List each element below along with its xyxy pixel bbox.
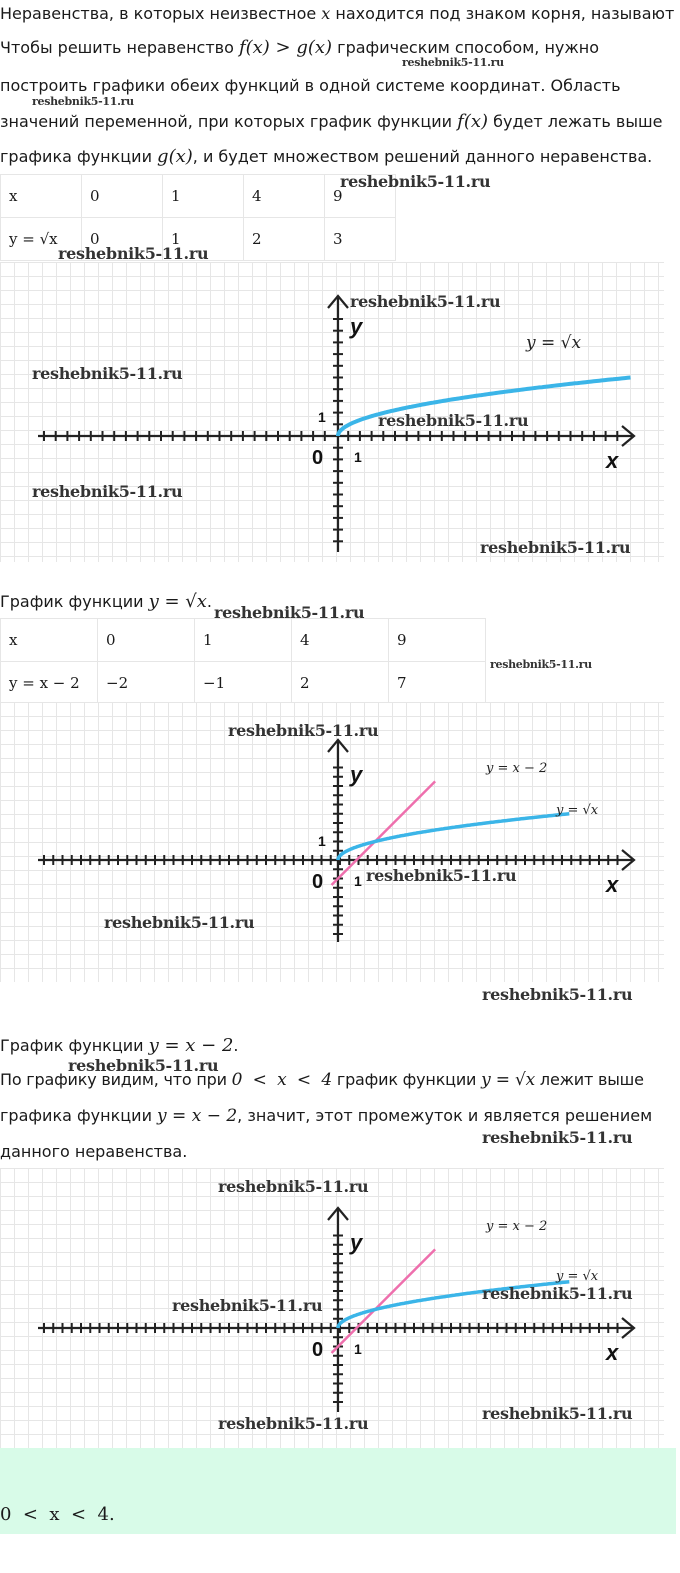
intro-line-4: [0, 112, 662, 132]
text: .: [206, 592, 213, 611]
y-axis-label: y: [350, 1230, 363, 1255]
table-row: [1, 619, 486, 662]
math: y = √x: [481, 1070, 536, 1090]
graph-both-svg: [0, 702, 664, 982]
watermark: reshebnik5-11.ru: [218, 1177, 369, 1196]
text: графика функции: [0, 1106, 158, 1125]
table-cell: −2: [98, 662, 195, 705]
linear-line-label: y = x − 2: [486, 761, 548, 776]
table-cell: x: [1, 175, 82, 218]
origin-label: 0: [312, 871, 324, 893]
table-cell: y = √x: [1, 218, 82, 261]
table-cell: y = x − 2: [1, 662, 98, 705]
watermark: reshebnik5-11.ru: [218, 1414, 369, 1433]
x-tick-one-label: 1: [354, 873, 362, 889]
watermark: reshebnik5-11.ru: [340, 172, 491, 191]
sqrt-curve-label: y = √x: [556, 1269, 599, 1284]
math: y = x − 2: [148, 1035, 234, 1056]
watermark: reshebnik5-11.ru: [480, 538, 631, 557]
watermark: reshebnik5-11.ru: [58, 244, 209, 263]
sqrt-curve-label: y = √x: [556, 803, 599, 818]
text: , и будет множеством решений данного неравенства.: [192, 147, 653, 166]
watermark: reshebnik5-11.ru: [482, 1128, 633, 1147]
text: графика функции: [0, 147, 158, 166]
text: График функции: [0, 1036, 149, 1055]
table-cell: 1: [195, 619, 292, 662]
watermark: reshebnik5-11.ru: [402, 56, 504, 69]
table-cell: 4: [244, 175, 325, 218]
intro-line-1: [0, 4, 674, 24]
table-cell: −1: [195, 662, 292, 705]
axis-ticks: [44, 768, 618, 935]
x-axis-label: x: [606, 872, 619, 897]
y-tick-one-label: 1: [318, 833, 326, 849]
table-cell: 9: [389, 619, 486, 662]
conclusion-line-3: данного неравенства.: [0, 1142, 188, 1161]
table-cell: 0: [82, 218, 163, 261]
sqrt-curve-label: y = √x: [526, 333, 582, 353]
text: По графику видим, что при: [0, 1070, 232, 1089]
text: графическим способом, нужно: [332, 38, 600, 57]
graph-sqrt: [0, 262, 664, 562]
math: f(x) > g(x): [238, 37, 333, 58]
table-cell: 2: [292, 662, 389, 705]
watermark: reshebnik5-11.ru: [32, 482, 183, 501]
watermark: reshebnik5-11.ru: [228, 721, 379, 740]
text: будет лежать выше: [488, 112, 663, 131]
text: находится под знаком корня, называют: [330, 4, 675, 23]
graph-sqrt-svg: [0, 262, 664, 562]
sqrt-curve: [338, 814, 569, 860]
watermark: reshebnik5-11.ru: [482, 985, 633, 1004]
text: значений переменной, при которых график функции: [0, 112, 458, 131]
text: , значит, этот промежуток и является решением: [237, 1106, 653, 1125]
math: y = x − 2: [157, 1106, 238, 1126]
axis-ticks: [44, 1236, 618, 1403]
watermark: reshebnik5-11.ru: [378, 411, 529, 430]
answer-box: [0, 1448, 676, 1534]
watermark: reshebnik5-11.ru: [350, 292, 501, 311]
caption-sqrt: [0, 592, 212, 612]
table-cell: 3: [325, 218, 396, 261]
math: f(x): [457, 111, 489, 132]
origin-label: 0: [312, 1339, 324, 1361]
y-axis-label: y: [350, 762, 363, 787]
math: y = √x: [148, 591, 207, 612]
table-cell: 2: [244, 218, 325, 261]
watermark: reshebnik5-11.ru: [366, 866, 517, 885]
watermark: reshebnik5-11.ru: [490, 658, 592, 671]
watermark: reshebnik5-11.ru: [32, 364, 183, 383]
math: g(x): [157, 146, 193, 167]
watermark: reshebnik5-11.ru: [104, 913, 255, 932]
text: График функции: [0, 592, 149, 611]
intro-line-5: [0, 147, 652, 167]
y-axis-label: y: [350, 314, 363, 339]
table-row: [1, 662, 486, 705]
intro-line-2: [0, 38, 599, 58]
math: x: [321, 4, 331, 23]
x-axis-label: x: [606, 1340, 619, 1365]
text: Чтобы решить неравенство: [0, 38, 239, 57]
table-cell: 7: [389, 662, 486, 705]
table-cell: 0: [82, 175, 163, 218]
x-tick-one-label: 1: [354, 1341, 362, 1357]
x-tick-one-label: 1: [354, 449, 362, 465]
linear-line-label: y = x − 2: [486, 1219, 548, 1234]
watermark: reshebnik5-11.ru: [32, 95, 134, 108]
math: 0 < x < 4: [231, 1070, 332, 1090]
watermark: reshebnik5-11.ru: [482, 1284, 633, 1303]
table-row: [1, 175, 396, 218]
graph-both: [0, 702, 664, 982]
answer-text: 0 < x < 4.: [0, 1504, 115, 1525]
table-cell: 4: [292, 619, 389, 662]
table-cell: 0: [98, 619, 195, 662]
table-cell: 1: [163, 218, 244, 261]
table-cell: 9: [325, 175, 396, 218]
watermark: reshebnik5-11.ru: [68, 1056, 219, 1075]
watermark: reshebnik5-11.ru: [482, 1404, 633, 1423]
watermark: reshebnik5-11.ru: [172, 1296, 323, 1315]
y-tick-one-label: 1: [318, 409, 326, 425]
intro-line-3: построить графики обеих функций в одной системе координат. Область: [0, 76, 621, 95]
text: Неравенства, в которых неизвестное: [0, 4, 322, 23]
text: лежит выше: [535, 1070, 644, 1089]
text: график функции: [332, 1070, 482, 1089]
values-table-linear: [0, 618, 486, 705]
origin-label: 0: [312, 447, 324, 469]
conclusion-line-2: [0, 1106, 652, 1126]
x-axis-label: x: [606, 448, 619, 473]
caption-linear: [0, 1036, 239, 1056]
table-cell: 1: [163, 175, 244, 218]
watermark: reshebnik5-11.ru: [214, 603, 365, 622]
text: .: [233, 1036, 239, 1055]
table-cell: x: [1, 619, 98, 662]
